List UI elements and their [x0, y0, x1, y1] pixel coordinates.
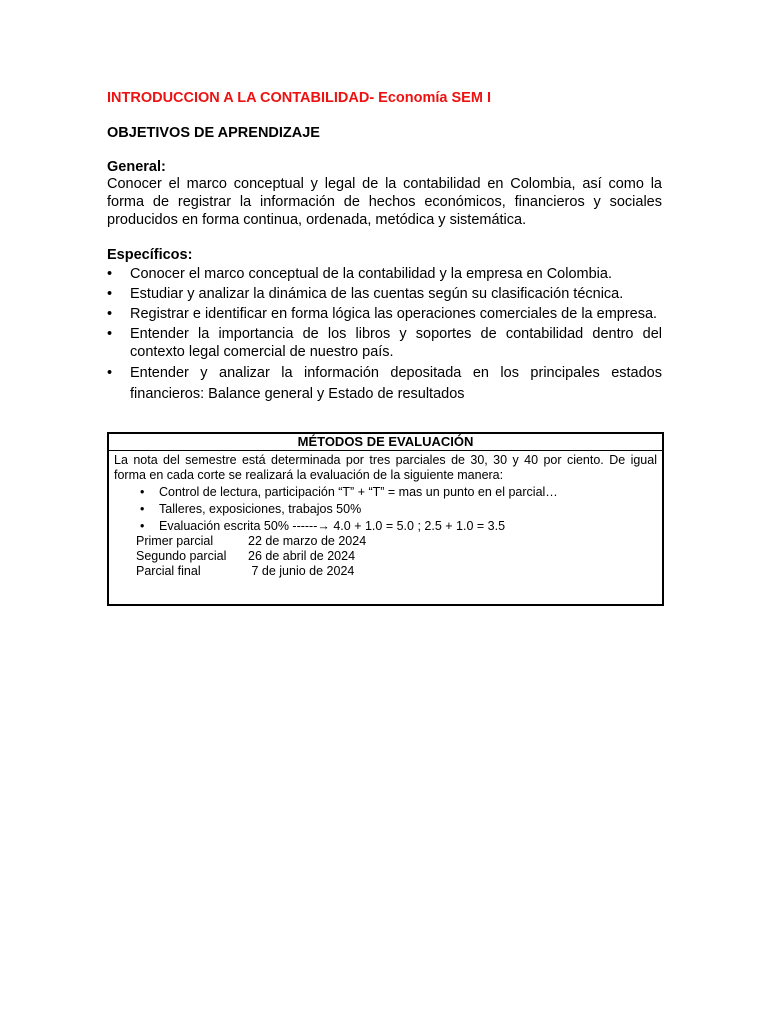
evaluation-box — [107, 432, 664, 606]
bullet-icon: • — [107, 286, 113, 302]
list-item-text: Talleres, exposiciones, trabajos 50% — [159, 502, 362, 516]
list-item — [107, 265, 662, 283]
list-item-text: Entender y analizar la información depositada en los principales estados financieros: Balance general y Estado de resultados — [130, 365, 662, 402]
list-item — [114, 485, 657, 500]
specific-heading: Específicos: — [107, 247, 193, 263]
general-text: Conocer el marco conceptual y legal de la contabilidad en Colombia, así como la forma de registrar la información de hechos económicos, financieros y sociales producidos en forma continua, ordenada, metódica y sistemática. — [107, 176, 662, 228]
bullet-icon: • — [107, 266, 113, 282]
bullet-icon: • — [140, 519, 145, 533]
list-item — [114, 502, 657, 517]
bullet-icon: • — [107, 306, 113, 322]
document-page — [107, 90, 662, 405]
date-label: Primer parcial — [136, 534, 214, 548]
bullet-icon: • — [140, 485, 145, 499]
bullet-icon: • — [107, 365, 113, 381]
date-row — [136, 549, 657, 564]
date-value: 26 de abril de 2024 — [248, 549, 356, 563]
list-item — [107, 285, 662, 303]
list-item-text: Evaluación escrita 50% ------→ 4.0 + 1.0 = 5.0 ; 2.5 + 1.0 = 3.5 — [159, 519, 506, 533]
date-value: 7 de junio de 2024 — [248, 564, 355, 578]
date-label: Parcial final — [136, 564, 201, 578]
evaluation-heading: MÉTODOS DE EVALUACIÓN — [109, 434, 662, 451]
document-title: INTRODUCCION A LA CONTABILIDAD- Economía SEM I — [107, 90, 491, 106]
specific-objectives-list — [107, 265, 662, 405]
bullet-icon: • — [107, 326, 113, 342]
evaluation-intro: La nota del semestre está determinada por tres parciales de 30, 30 y 40 por ciento. De igual forma en cada corte se realizará la evaluación de la siguiente manera: — [114, 453, 657, 482]
objectives-heading: OBJETIVOS DE APRENDIZAJE — [107, 125, 320, 141]
date-row — [136, 534, 657, 549]
exam-dates — [136, 534, 657, 579]
list-item-text: Entender la importancia de los libros y soportes de contabilidad dentro del contexto legal comercial de nuestro país. — [130, 326, 662, 360]
date-row — [136, 564, 657, 579]
list-item — [107, 325, 662, 361]
list-item-text: Control de lectura, participación “T” + “T” = mas un punto en el parcial… — [159, 485, 558, 499]
list-item — [107, 305, 662, 323]
date-label: Segundo parcial — [136, 549, 227, 563]
list-item-text: Registrar e identificar en forma lógica las operaciones comerciales de la empresa. — [130, 306, 658, 322]
list-item — [114, 519, 657, 534]
general-heading: General: — [107, 159, 166, 175]
list-item-text: Conocer el marco conceptual de la contabilidad y la empresa en Colombia. — [130, 266, 612, 282]
bullet-icon: • — [140, 502, 145, 516]
list-item-text: Estudiar y analizar la dinámica de las cuentas según su clasificación técnica. — [130, 286, 624, 302]
evaluation-body — [109, 451, 662, 579]
list-item — [107, 363, 662, 405]
evaluation-items — [114, 485, 657, 534]
date-value: 22 de marzo de 2024 — [248, 534, 367, 548]
